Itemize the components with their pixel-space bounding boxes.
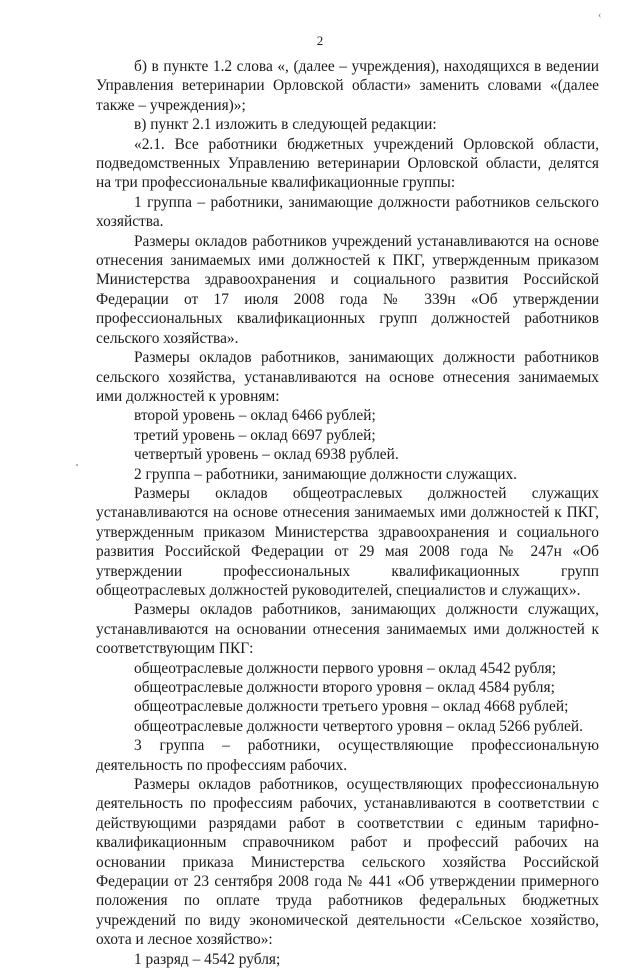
paragraph: 1 группа – работники, занимающие должности работников сельского хозяйства. [96, 193, 599, 231]
paragraph: в) пункт 2.1 изложить в следующей редакции: [134, 116, 437, 134]
paragraph: 2 группа – работники, занимающие должности служащих. [134, 465, 517, 483]
paragraph: Размеры окладов общеотраслевых должностей служащих устанавливаются на основе отнесения занимаемых ими должностей к ПКГ, утвержденным приказом Министерства здравоохранения и социального развития Российской Федерации от 29 мая 2008 года № 247н «Об утверждении профессиональных квалификационных групп общеотраслевых должностей руководителей, специалистов и служащих». [96, 484, 599, 599]
paragraph: Размеры окладов работников, занимающих должности служащих, устанавливаются на основании отнесения занимаемых ими должностей к соответствующим ПКГ: [96, 601, 599, 658]
paragraph: б) в пункте 1.2 слова «, (далее – учреждения), находящихся в ведении Управления ветеринарии Орловской области» заменить словами «(далее также – учреждения)»; [96, 58, 599, 114]
list-item: общеотраслевые должности третьего уровня – оклад 4668 рублей; [134, 698, 569, 716]
margin-dot [76, 464, 78, 466]
list-item: 1 разряд – 4542 рубля; [134, 950, 281, 968]
page-number: 2 [316, 33, 324, 48]
paragraph: Размеры окладов работников учреждений устанавливаются на основе отнесения занимаемых ими должностей к ПКГ, утвержденным приказом Министерства здравоохранения и социального развития Российской Федерации от 17 июля 2008 года № 339н «Об утверждении профессиональных квалификационных групп должностей работников сельского хозяйства». [96, 232, 599, 347]
list-item: четвертый уровень – оклад 6938 рублей. [134, 446, 399, 464]
corner-mark: ‹ [598, 10, 602, 21]
paragraph: Размеры окладов работников, осуществляющих профессиональную деятельность по профессиям рабочих, устанавливаются в соответствии с действующими разрядами работ в соответствии с единым тарифно-квалификационным справочником работ и профессий рабочих на основании приказа Министерства сельского хозяйства Российской Федерации от 23 сентября 2008 года № 441 «Об утверждении примерного положения по оплате труда работников федеральных бюджетных учреждений по виду экономической деятельности «Сельское хозяйство, охота и лесное хозяйство»: [96, 776, 599, 949]
paragraph: Размеры окладов работников, занимающих должности работников сельского хозяйства, устанавливаются на основе отнесения занимаемых ими должностей к уровням: [96, 349, 599, 405]
list-item: второй уровень – оклад 6466 рублей; [134, 407, 376, 425]
document-body [96, 57, 599, 969]
paragraph: «2.1. Все работники бюджетных учреждений Орловской области, подведомственных Управлению ветеринарии Орловской области, делятся на три профессиональные квалификационные группы: [96, 135, 599, 192]
paragraph: 3 группа – работники, осуществляющие профессиональную деятельность по профессиям рабочих. [96, 737, 599, 774]
list-item: общеотраслевые должности второго уровня – оклад 4584 рубля; [134, 679, 555, 696]
list-item: третий уровень – оклад 6697 рублей; [134, 426, 376, 444]
list-item: общеотраслевые должности первого уровня – оклад 4542 рубля; [134, 659, 556, 677]
list-item: общеотраслевые должности четвертого уровня – оклад 5266 рублей. [134, 717, 583, 735]
